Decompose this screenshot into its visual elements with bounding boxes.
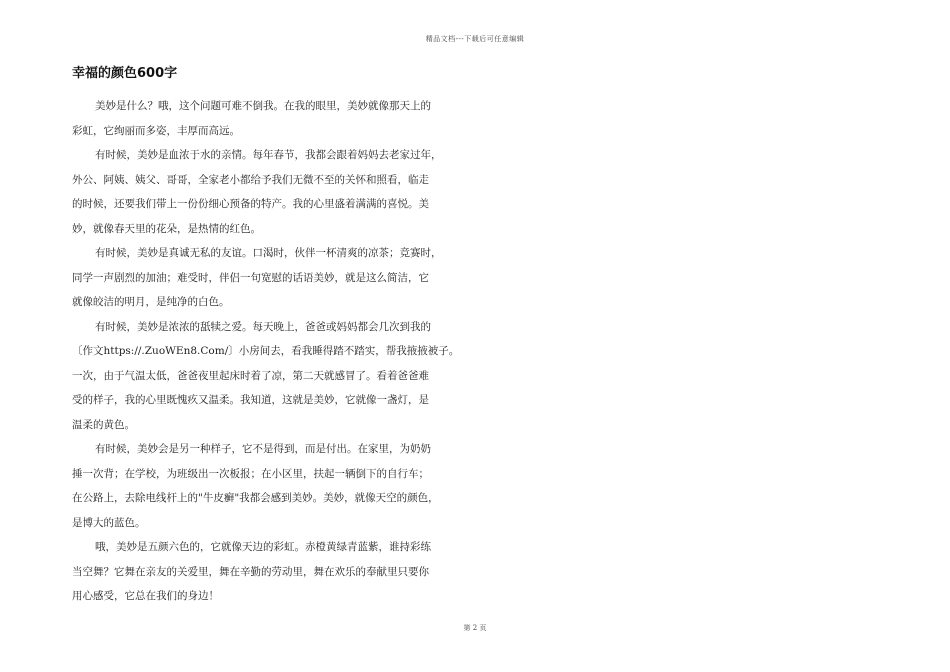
- paragraph-line: 同学一声剧烈的加油；难受时，伴侣一句宽慰的话语美妙，就是这么简洁，它: [72, 271, 429, 284]
- paragraph-line: 捶一次背；在学校，为班级出一次板报；在小区里，扶起一辆倒下的自行车；: [72, 467, 429, 480]
- paragraph-line: 当空舞？它舞在亲友的关爱里，舞在辛勤的劳动里，舞在欢乐的奉献里只要你: [72, 565, 429, 578]
- paragraph-line: 受的样子，我的心里既愧疚又温柔。我知道，这就是美妙，它就像一盏灯，是: [72, 394, 429, 406]
- paragraph-line: 彩虹，它绚丽而多姿，丰厚而高远。: [72, 124, 240, 137]
- paragraph-line: 在公路上，去除电线杆上的"牛皮癣"我都会感到美妙。美妙，就像天空的颜色，: [72, 492, 439, 504]
- paragraph-5: [72, 437, 482, 535]
- paragraph-4: [72, 315, 482, 438]
- document-body: [72, 64, 482, 609]
- paragraph-line: 外公、阿姨、姨父、哥哥，全家老小都给予我们无微不至的关怀和照看，临走: [72, 173, 429, 186]
- paragraph-line-with-link: 〔作文https://.ZuoWEn8.Com/〕小房间去，看我睡得踏不踏实，帮我掖掖被子。: [72, 345, 460, 357]
- document-title: 幸福的颜色600字: [72, 66, 178, 81]
- paragraph-line: 有时候，美妙是浓浓的舐犊之爱。每天晚上，爸爸或妈妈都会几次到我的: [95, 320, 431, 333]
- paragraph-line: 妙，就像春天里的花朵，是热情的红色。: [72, 222, 261, 235]
- paragraph-1: [72, 94, 482, 143]
- paragraph-line: 美妙是什么？哦，这个问题可难不倒我。在我的眼里，美妙就像那天上的: [95, 100, 431, 112]
- paragraph-line: 的时候，还要我们带上一份份细心预备的特产。我的心里盛着满满的喜悦。美: [72, 198, 429, 210]
- paragraph-line: 是博大的蓝色。: [72, 516, 146, 529]
- paragraph-3: [72, 241, 482, 315]
- paragraph-line: 用心感受，它总在我们的身边！: [72, 590, 219, 602]
- paragraph-line: 有时候，美妙会是另一种样子，它不是得到，而是付出。在家里，为奶奶: [95, 443, 431, 455]
- paragraph-line: 就像皎洁的明月，是纯净的白色。: [72, 296, 230, 308]
- paragraph-line: 温柔的黄色。: [72, 418, 135, 431]
- paragraph-6: [72, 535, 482, 609]
- paragraph-line: 有时候，美妙是真诚无私的友谊。口渴时，伙伴一杯清爽的凉茶；竞赛时，: [95, 247, 442, 259]
- page-header: 精品文档---下载后可任意编辑: [425, 35, 525, 43]
- paragraph-2: [72, 143, 482, 241]
- paragraph-line: 哦，美妙是五颜六色的，它就像天边的彩虹。赤橙黄绿青蓝紫，谁持彩练: [95, 541, 431, 553]
- page-number: 第 2 页: [463, 624, 487, 632]
- paragraph-line: 一次，由于气温太低，爸爸夜里起床时着了凉，第二天就感冒了。看着爸爸难: [72, 369, 429, 382]
- paragraph-line: 有时候，美妙是血浓于水的亲情。每年春节，我都会跟着妈妈去老家过年，: [95, 149, 442, 161]
